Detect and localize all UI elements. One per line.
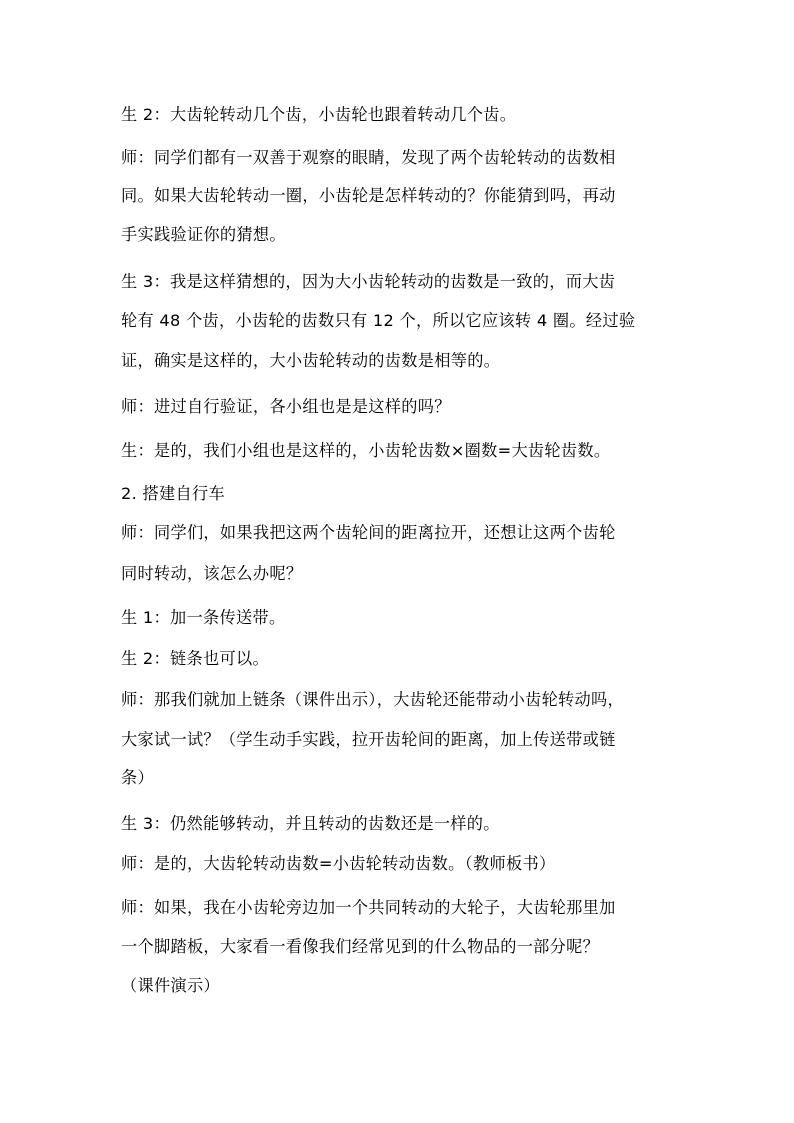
text-line: 师：如果，我在小齿轮旁边加一个共同转动的大轮子，大齿轮那里加 <box>121 898 616 917</box>
text-line: 条） <box>121 768 154 787</box>
text-line: 大家试一试？（学生动手实践，拉开齿轮间的距离，加上传送带或链 <box>121 730 616 749</box>
text-line: 证，确实是这样的，大小齿轮转动的齿数是相等的。 <box>121 351 501 370</box>
text-line: 同。如果大齿轮转动一圈，小齿轮是怎样转动的？你能猜到吗，再动 <box>121 186 616 205</box>
text-line: 同时转动，该怎么办呢？ <box>121 564 303 583</box>
text-line: 生 3：仍然能够转动，并且转动的齿数还是一样的。 <box>121 814 500 833</box>
text-line: 师：进过自行验证，各小组也是是这样的吗？ <box>121 397 451 416</box>
text-line: （课件演示） <box>121 976 220 995</box>
text-line: 生 2：大齿轮转动几个齿，小齿轮也跟着转动几个齿。 <box>121 105 517 124</box>
text-line: 生 1：加一条传送带。 <box>121 608 286 627</box>
text-line: 生 3：我是这样猜想的，因为大小齿轮转动的齿数是一致的，而大齿 <box>121 272 616 291</box>
section-heading: 2. 搭建自行车 <box>121 484 225 503</box>
text-line: 一个脚踏板，大家看一看像我们经常见到的什么物品的一部分呢？ <box>121 937 600 956</box>
text-line: 师：同学们都有一双善于观察的眼睛，发现了两个齿轮转动的齿数相 <box>121 148 616 167</box>
text-line: 生 2：链条也可以。 <box>121 649 269 668</box>
text-line: 师：同学们，如果我把这两个齿轮间的距离拉开，还想让这两个齿轮 <box>121 523 616 542</box>
text-line: 师：是的，大齿轮转动齿数=小齿轮转动齿数。（教师板书） <box>121 854 556 873</box>
text-line: 师：那我们就加上链条（课件出示），大齿轮还能带动小齿轮转动吗， <box>121 690 625 709</box>
text-line: 生：是的，我们小组也是这样的，小齿轮齿数×圈数=大齿轮齿数。 <box>121 441 611 460</box>
text-line: 轮有 48 个齿，小齿轮的齿数只有 12 个，所以它应该转 4 圈。经过验 <box>121 311 636 330</box>
text-line: 手实践验证你的猜想。 <box>121 225 286 244</box>
